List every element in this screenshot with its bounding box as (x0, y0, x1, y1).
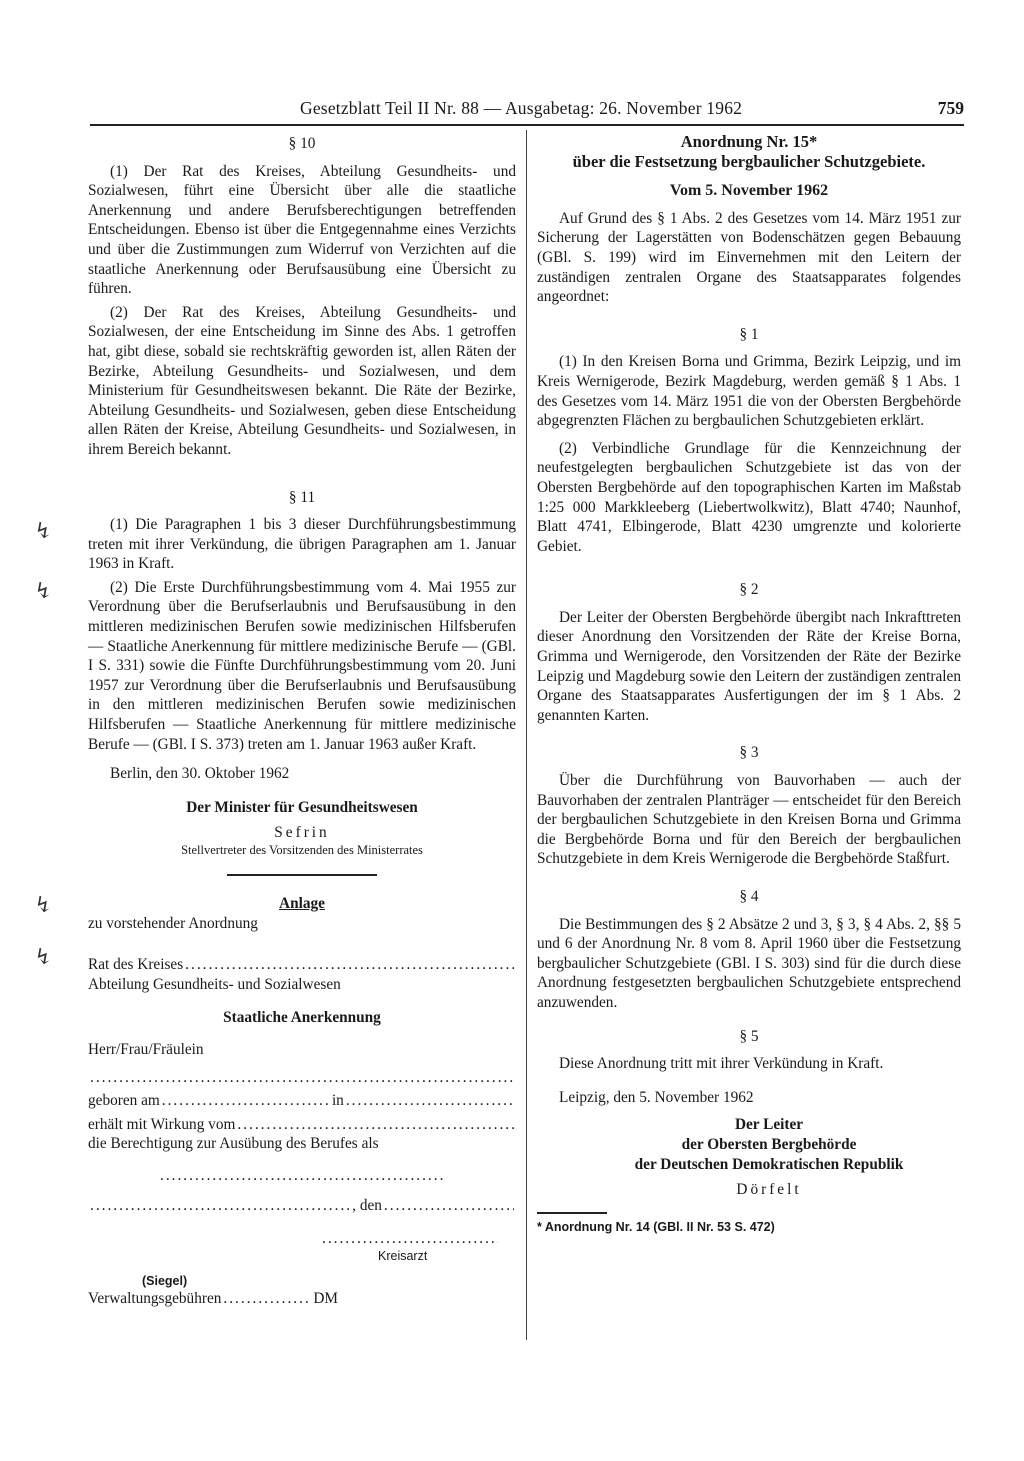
signature-line-3: der Deutschen Demokratischen Republik (634, 1155, 904, 1173)
section-4-heading: § 4 (739, 888, 759, 905)
minister-title: Der Minister für Gesundheitswesen (186, 798, 418, 816)
place-date-line (88, 1196, 516, 1216)
effect-line (88, 1115, 516, 1135)
right-line: die Berechtigung zur Ausübung des Berufes als (88, 1135, 379, 1153)
dotted-blank (185, 955, 514, 975)
section-3-heading: § 3 (739, 744, 759, 762)
dotted-blank (90, 1068, 514, 1088)
dotted-blank (237, 1115, 514, 1135)
section-1-heading: § 1 (739, 325, 759, 343)
check-mark-icon: ↯ (34, 944, 53, 969)
kreisarzt-label: Kreisarzt (378, 1248, 428, 1263)
section-1-paragraph-2: (2) Verbindliche Grundlage für die Kennzeichnung der neufestgelegten bergbaulichen Schutzgebiete ist das von der Obersten Bergbehörde auf den topographischen Karten im Maßstab 1:25 000 Markkleeberg (Liebertwolkwitz), Blatt 4740; Naunhof, Blatt 4741, Elbingerode, Blatt 4230 umgrenzte und kolorierte Gebiet. (537, 439, 961, 555)
in-label: in (331, 1092, 344, 1110)
column-divider (526, 130, 527, 1340)
form-block (88, 955, 516, 1308)
check-mark-icon: ↯ (34, 578, 53, 603)
birth-line (88, 1091, 516, 1111)
dotted-blank (322, 1229, 498, 1249)
footnote-rule (537, 1212, 607, 1214)
section-11-paragraph-2: (2) Die Erste Durchführungsbestimmung vom 4. Mai 1955 zur Verordnung über die Berufserlaubnis und Berufsausübung in den mittleren medizinischen Berufen sowie medizinischen Hilfsberufen — Staatliche Anerkennung für mittlere medizinische Berufe — (GBl. I S. 331) sowie die Fünfte Durchführungsbestimmung vom 20. Juni 1957 zur Verordnung über die Berufserlaubnis und Berufsausübung in den mittleren medizinischen Berufen sowie medizinischen Hilfsberufen — Staatliche Anerkennung für mittlere medizinische Berufe — (GBl. I S. 373) treten am 1. Januar 1963 außer Kraft. (88, 578, 516, 753)
ordinance-title-line-1: Anordnung Nr. 15* (680, 132, 818, 151)
anlage-subtitle: zu vorstehender Anordnung (88, 914, 258, 932)
check-mark-icon: ↯ (34, 518, 53, 543)
form-title: Staatliche Anerkennung (223, 1009, 381, 1027)
section-3-paragraph-1: Über die Durchführung von Bauvorhaben — auch der Bauvorhaben der zentralen Planträger — entscheidet für den Bereich der bergbaulichen Schutzgebiete in den Kreisen Borna und Grimma die Bergbehörde Borna und für den Bereich der bergbaulichen Schutzgebiete in dem Kreis Wernigerode die Bergbehörde Staßfurt. (537, 772, 961, 868)
ordinance-date: Vom 5. November 1962 (669, 182, 829, 200)
anlage-heading: Anlage (279, 895, 325, 912)
section-11-heading: § 11 (288, 488, 316, 506)
section-5-paragraph-1: Diese Anordnung tritt mit ihrer Verkündung in Kraft. (559, 1055, 884, 1073)
den-label: , den (352, 1196, 382, 1214)
siegel-label: (Siegel) (142, 1273, 188, 1288)
abteilung-line: Abteilung Gesundheits- und Sozialwesen (88, 975, 341, 993)
dotted-blank (346, 1091, 514, 1111)
signature-line-1: Der Leiter (734, 1116, 804, 1134)
effect-label: erhält mit Wirkung vom (88, 1115, 236, 1133)
left-column (88, 130, 516, 1308)
section-10-paragraph-2: (2) Der Rat des Kreises, Abteilung Gesundheits- und Sozialwesen, der eine Entscheidung im Sinne des Abs. 1 getroffen hat, gibt diese, sobald sie rechtskräftig geworden ist, allen Räten der Bezirke, Abteilung Gesundheits- und Sozialwesen, und dem Ministerium für Gesundheitswesen bekannt. Die Räte der Bezirke, Abteilung Gesundheits- und Sozialwesen, geben diese Entscheidung allen Räten der Kreise, Abteilung Gesundheits- und Sozialwesen, in ihrem Bereich bekannt. (88, 303, 516, 458)
rat-label: Rat des Kreises (88, 956, 184, 974)
dotted-blank (223, 1289, 311, 1309)
minister-name: Sefrin (274, 824, 330, 842)
check-mark-icon: ↯ (34, 892, 53, 917)
fee-line (88, 1289, 338, 1309)
section-10-paragraph-1: (1) Der Rat des Kreises, Abteilung Gesundheits- und Sozialwesen, führt eine Übersicht über alle die staatliche Anerkennung und andere Berufsberechtigungen betreffenden Entscheidungen. Ebenso ist über die Entgegennahme eines Verzichts und über die Zustimmungen zum Widerruf von Verzichten auf die staatliche Anerkennung oder Berufsausübung eine Übersicht zu führen. (88, 162, 516, 298)
minister-role: Stellvertreter des Vorsitzenden des Ministerrates (181, 843, 423, 857)
profession-line (158, 1166, 448, 1186)
dotted-blank (384, 1196, 514, 1216)
page-number: 759 (937, 98, 964, 118)
kreisarzt-line (320, 1229, 500, 1249)
section-5-heading: § 5 (739, 1027, 759, 1045)
dm-label: DM (313, 1289, 338, 1307)
section-2-paragraph-1: Der Leiter der Obersten Bergbehörde übergibt nach Inkrafttreten dieser Anordnung den Vorsitzenden der Räte der Kreise Borna, Grimma und Wernigerode, den Vorsitzenden der Räte der Bezirke Leipzig und Magdeburg sowie den Leitern der zuständigen zentralen Organe des Staatsapparates Ausfertigungen der im § 1 Abs. 2 genannten Karten. (537, 608, 961, 724)
born-label: geboren am (88, 1092, 160, 1110)
header-title: Gesetzblatt Teil II Nr. 88 — Ausgabetag: 26. November 1962 (300, 98, 743, 118)
section-4-paragraph-1: Die Bestimmungen des § 2 Absätze 2 und 3, § 3, § 4 Abs. 2, §§ 5 und 6 der Anordnung Nr. 8 vom 8. April 1960 über die Festsetzung bergbaulicher Schutzgebiete (GBl. I S. 303) sind für die durch diese Anordnung festgesetzten bergbaulichen Schutzgebiete entsprechend anzuwenden. (537, 915, 961, 1011)
section-11-paragraph-1: (1) Die Paragraphen 1 bis 3 dieser Durchführungsbestimmung treten mit ihrer Verkündung, die übrigen Paragraphen am 1. Januar 1963 in Kraft. (88, 516, 516, 573)
dotted-blank (90, 1196, 350, 1216)
fee-label: Verwaltungsgebühren (88, 1289, 222, 1307)
dotted-blank (162, 1091, 330, 1111)
dotted-blank (160, 1166, 446, 1186)
ordinance-intro: Auf Grund des § 1 Abs. 2 des Gesetzes vom 14. März 1951 zur Sicherung der Lagerstätten von Bodenschätzen gegen Bebauung (GBl. S. 199) wird im Einvernehmen mit den Leitern der zuständigen zentralen Organe des Staatsapparates folgendes angeordnet: (537, 209, 961, 306)
signature-rule (227, 874, 377, 876)
section-1-paragraph-1: (1) In den Kreisen Borna und Grimma, Bezirk Leipzig, und im Kreis Wernigerode, Bezirk Magdeburg, werden gemäß § 1 Abs. 1 des Gesetzes vom 14. März 1951 die von der Obersten Bergbehörde abgegrenzten Flächen zu bergbaulichen Schutzgebieten erklärt. (537, 353, 961, 430)
right-column (537, 130, 961, 1235)
page-header (90, 92, 964, 126)
name-line (88, 1068, 516, 1088)
signature-line-2: der Obersten Bergbehörde (681, 1135, 857, 1153)
signature-name: Dörfelt (736, 1181, 802, 1199)
footnote: * Anordnung Nr. 14 (GBl. II Nr. 53 S. 472) (537, 1219, 775, 1234)
place-date: Leipzig, den 5. November 1962 (559, 1088, 754, 1106)
section-10-heading: § 10 (288, 135, 316, 152)
form-salutation: Herr/Frau/Fräulein (88, 1040, 204, 1058)
signature-block (577, 1115, 961, 1199)
ordinance-title-line-2: über die Festsetzung bergbaulicher Schutzgebiete. (572, 151, 926, 171)
place-date: Berlin, den 30. Oktober 1962 (110, 765, 290, 783)
rat-line (88, 955, 516, 975)
section-2-heading: § 2 (739, 581, 759, 599)
